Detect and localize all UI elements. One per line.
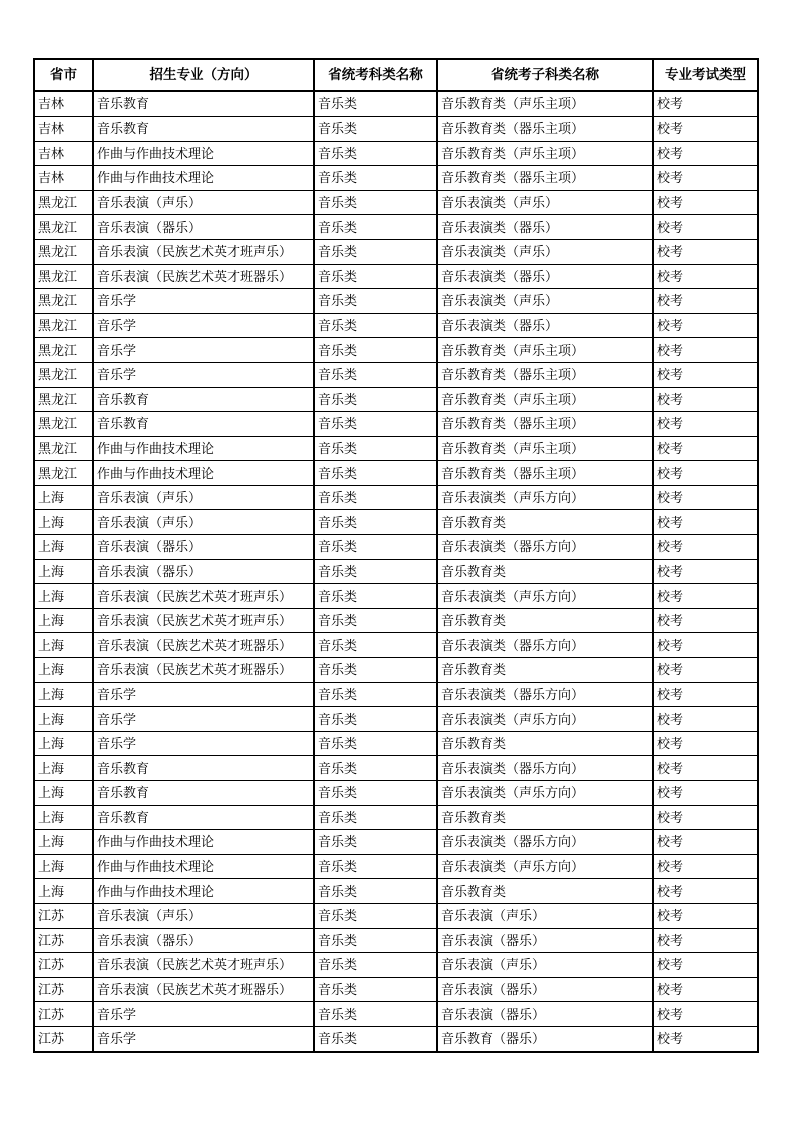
table-row bbox=[34, 387, 758, 412]
cell-exam-category: 音乐类 bbox=[314, 461, 437, 486]
cell-major: 音乐学 bbox=[93, 289, 314, 314]
cell-exam-type: 校考 bbox=[653, 141, 758, 166]
cell-province: 黑龙江 bbox=[34, 289, 93, 314]
table-row bbox=[34, 830, 758, 855]
cell-exam-category: 音乐类 bbox=[314, 830, 437, 855]
cell-province: 黑龙江 bbox=[34, 387, 93, 412]
cell-major: 音乐表演（声乐） bbox=[93, 510, 314, 535]
table-row bbox=[34, 903, 758, 928]
cell-exam-type: 校考 bbox=[653, 977, 758, 1002]
cell-exam-category: 音乐类 bbox=[314, 977, 437, 1002]
cell-province: 上海 bbox=[34, 633, 93, 658]
cell-province: 上海 bbox=[34, 485, 93, 510]
cell-major: 音乐表演（民族艺术英才班器乐） bbox=[93, 658, 314, 683]
cell-exam-subcategory: 音乐教育类（声乐主项） bbox=[437, 141, 653, 166]
table-row bbox=[34, 313, 758, 338]
cell-exam-subcategory: 音乐表演类（声乐方向） bbox=[437, 485, 653, 510]
column-header-exam-subcategory: 省统考子科类名称 bbox=[437, 59, 653, 91]
cell-exam-type: 校考 bbox=[653, 731, 758, 756]
cell-province: 上海 bbox=[34, 805, 93, 830]
table-row bbox=[34, 559, 758, 584]
table-row bbox=[34, 1026, 758, 1052]
cell-province: 上海 bbox=[34, 682, 93, 707]
cell-province: 吉林 bbox=[34, 141, 93, 166]
cell-exam-subcategory: 音乐教育类 bbox=[437, 658, 653, 683]
cell-major: 音乐表演（民族艺术英才班器乐） bbox=[93, 977, 314, 1002]
cell-exam-category: 音乐类 bbox=[314, 510, 437, 535]
cell-province: 江苏 bbox=[34, 977, 93, 1002]
cell-exam-subcategory: 音乐表演类（器乐方向） bbox=[437, 682, 653, 707]
cell-exam-category: 音乐类 bbox=[314, 658, 437, 683]
table-row bbox=[34, 633, 758, 658]
cell-exam-category: 音乐类 bbox=[314, 239, 437, 264]
cell-exam-category: 音乐类 bbox=[314, 879, 437, 904]
column-header-major: 招生专业（方向） bbox=[93, 59, 314, 91]
cell-exam-type: 校考 bbox=[653, 781, 758, 806]
cell-major: 音乐教育 bbox=[93, 412, 314, 437]
cell-exam-type: 校考 bbox=[653, 264, 758, 289]
cell-exam-subcategory: 音乐教育类 bbox=[437, 879, 653, 904]
cell-major: 音乐学 bbox=[93, 707, 314, 732]
cell-province: 上海 bbox=[34, 608, 93, 633]
cell-major: 音乐教育 bbox=[93, 91, 314, 116]
cell-exam-type: 校考 bbox=[653, 1026, 758, 1052]
table-row bbox=[34, 707, 758, 732]
cell-province: 江苏 bbox=[34, 953, 93, 978]
cell-exam-subcategory: 音乐教育类（声乐主项） bbox=[437, 91, 653, 116]
cell-province: 吉林 bbox=[34, 166, 93, 191]
cell-exam-subcategory: 音乐教育类（器乐主项） bbox=[437, 461, 653, 486]
table-row bbox=[34, 362, 758, 387]
cell-exam-type: 校考 bbox=[653, 91, 758, 116]
cell-exam-category: 音乐类 bbox=[314, 289, 437, 314]
cell-exam-type: 校考 bbox=[653, 239, 758, 264]
cell-exam-subcategory: 音乐表演类（声乐方向） bbox=[437, 854, 653, 879]
cell-major: 音乐学 bbox=[93, 1002, 314, 1027]
cell-province: 黑龙江 bbox=[34, 215, 93, 240]
cell-exam-subcategory: 音乐表演类（器乐） bbox=[437, 215, 653, 240]
cell-province: 黑龙江 bbox=[34, 436, 93, 461]
cell-exam-category: 音乐类 bbox=[314, 412, 437, 437]
cell-major: 音乐表演（声乐） bbox=[93, 485, 314, 510]
cell-exam-type: 校考 bbox=[653, 756, 758, 781]
cell-exam-subcategory: 音乐表演类（声乐） bbox=[437, 190, 653, 215]
cell-major: 音乐学 bbox=[93, 313, 314, 338]
cell-exam-type: 校考 bbox=[653, 707, 758, 732]
cell-exam-type: 校考 bbox=[653, 953, 758, 978]
cell-exam-category: 音乐类 bbox=[314, 338, 437, 363]
cell-exam-type: 校考 bbox=[653, 584, 758, 609]
cell-exam-category: 音乐类 bbox=[314, 608, 437, 633]
cell-major: 音乐学 bbox=[93, 362, 314, 387]
cell-exam-type: 校考 bbox=[653, 854, 758, 879]
column-header-exam-type: 专业考试类型 bbox=[653, 59, 758, 91]
cell-major: 音乐学 bbox=[93, 338, 314, 363]
cell-exam-category: 音乐类 bbox=[314, 584, 437, 609]
table-row bbox=[34, 141, 758, 166]
cell-exam-type: 校考 bbox=[653, 436, 758, 461]
cell-exam-category: 音乐类 bbox=[314, 190, 437, 215]
table-row bbox=[34, 608, 758, 633]
cell-exam-subcategory: 音乐教育类（声乐主项） bbox=[437, 436, 653, 461]
cell-exam-subcategory: 音乐表演（声乐） bbox=[437, 953, 653, 978]
cell-province: 上海 bbox=[34, 879, 93, 904]
cell-exam-subcategory: 音乐教育类（器乐主项） bbox=[437, 116, 653, 141]
cell-exam-category: 音乐类 bbox=[314, 313, 437, 338]
cell-exam-subcategory: 音乐教育类 bbox=[437, 805, 653, 830]
cell-exam-subcategory: 音乐表演类（声乐方向） bbox=[437, 781, 653, 806]
cell-province: 黑龙江 bbox=[34, 239, 93, 264]
cell-exam-subcategory: 音乐表演类（器乐） bbox=[437, 313, 653, 338]
cell-exam-subcategory: 音乐表演（器乐） bbox=[437, 928, 653, 953]
table-row bbox=[34, 289, 758, 314]
cell-province: 上海 bbox=[34, 830, 93, 855]
cell-province: 上海 bbox=[34, 731, 93, 756]
cell-exam-category: 音乐类 bbox=[314, 953, 437, 978]
cell-exam-type: 校考 bbox=[653, 608, 758, 633]
cell-exam-subcategory: 音乐表演（器乐） bbox=[437, 1002, 653, 1027]
table-row bbox=[34, 215, 758, 240]
cell-exam-type: 校考 bbox=[653, 362, 758, 387]
table-row bbox=[34, 436, 758, 461]
cell-major: 音乐教育 bbox=[93, 387, 314, 412]
cell-exam-category: 音乐类 bbox=[314, 805, 437, 830]
cell-major: 作曲与作曲技术理论 bbox=[93, 166, 314, 191]
cell-major: 音乐表演（器乐） bbox=[93, 559, 314, 584]
cell-exam-category: 音乐类 bbox=[314, 707, 437, 732]
cell-exam-category: 音乐类 bbox=[314, 781, 437, 806]
column-header-province: 省市 bbox=[34, 59, 93, 91]
cell-exam-category: 音乐类 bbox=[314, 682, 437, 707]
cell-province: 黑龙江 bbox=[34, 412, 93, 437]
cell-province: 吉林 bbox=[34, 91, 93, 116]
cell-exam-type: 校考 bbox=[653, 338, 758, 363]
cell-major: 作曲与作曲技术理论 bbox=[93, 879, 314, 904]
cell-major: 作曲与作曲技术理论 bbox=[93, 141, 314, 166]
cell-exam-type: 校考 bbox=[653, 485, 758, 510]
cell-province: 上海 bbox=[34, 781, 93, 806]
cell-exam-category: 音乐类 bbox=[314, 731, 437, 756]
table-row bbox=[34, 953, 758, 978]
cell-exam-subcategory: 音乐表演（器乐） bbox=[437, 977, 653, 1002]
cell-exam-category: 音乐类 bbox=[314, 436, 437, 461]
cell-major: 音乐表演（器乐） bbox=[93, 928, 314, 953]
table-body bbox=[34, 91, 758, 1052]
cell-province: 黑龙江 bbox=[34, 461, 93, 486]
cell-exam-category: 音乐类 bbox=[314, 854, 437, 879]
cell-exam-subcategory: 音乐教育类（器乐主项） bbox=[437, 166, 653, 191]
table-row bbox=[34, 781, 758, 806]
table-row bbox=[34, 879, 758, 904]
cell-major: 作曲与作曲技术理论 bbox=[93, 436, 314, 461]
cell-major: 音乐学 bbox=[93, 731, 314, 756]
cell-exam-category: 音乐类 bbox=[314, 141, 437, 166]
cell-exam-category: 音乐类 bbox=[314, 928, 437, 953]
cell-exam-subcategory: 音乐表演类（器乐） bbox=[437, 264, 653, 289]
cell-province: 黑龙江 bbox=[34, 190, 93, 215]
cell-major: 音乐教育 bbox=[93, 116, 314, 141]
enrollment-majors-table bbox=[33, 58, 759, 1053]
cell-exam-type: 校考 bbox=[653, 412, 758, 437]
cell-exam-subcategory: 音乐表演类（声乐方向） bbox=[437, 707, 653, 732]
cell-province: 上海 bbox=[34, 707, 93, 732]
cell-exam-subcategory: 音乐表演类（声乐方向） bbox=[437, 584, 653, 609]
cell-province: 黑龙江 bbox=[34, 313, 93, 338]
table-row bbox=[34, 1002, 758, 1027]
cell-province: 江苏 bbox=[34, 1026, 93, 1052]
cell-major: 作曲与作曲技术理论 bbox=[93, 854, 314, 879]
table-row bbox=[34, 658, 758, 683]
table-row bbox=[34, 264, 758, 289]
cell-exam-type: 校考 bbox=[653, 658, 758, 683]
cell-exam-category: 音乐类 bbox=[314, 215, 437, 240]
cell-exam-category: 音乐类 bbox=[314, 756, 437, 781]
cell-exam-type: 校考 bbox=[653, 461, 758, 486]
cell-exam-subcategory: 音乐表演类（器乐方向） bbox=[437, 633, 653, 658]
column-header-exam-category: 省统考科类名称 bbox=[314, 59, 437, 91]
table-row bbox=[34, 412, 758, 437]
cell-exam-type: 校考 bbox=[653, 387, 758, 412]
cell-exam-type: 校考 bbox=[653, 510, 758, 535]
cell-exam-type: 校考 bbox=[653, 166, 758, 191]
table-row bbox=[34, 485, 758, 510]
cell-province: 上海 bbox=[34, 658, 93, 683]
cell-exam-category: 音乐类 bbox=[314, 485, 437, 510]
cell-major: 音乐学 bbox=[93, 1026, 314, 1052]
cell-exam-type: 校考 bbox=[653, 805, 758, 830]
cell-major: 音乐表演（民族艺术英才班声乐） bbox=[93, 239, 314, 264]
cell-major: 作曲与作曲技术理论 bbox=[93, 830, 314, 855]
cell-exam-type: 校考 bbox=[653, 903, 758, 928]
cell-province: 黑龙江 bbox=[34, 338, 93, 363]
cell-exam-category: 音乐类 bbox=[314, 1002, 437, 1027]
cell-exam-type: 校考 bbox=[653, 313, 758, 338]
table-row bbox=[34, 731, 758, 756]
cell-province: 上海 bbox=[34, 510, 93, 535]
cell-province: 江苏 bbox=[34, 1002, 93, 1027]
table-row bbox=[34, 756, 758, 781]
cell-exam-type: 校考 bbox=[653, 928, 758, 953]
cell-exam-subcategory: 音乐教育（器乐） bbox=[437, 1026, 653, 1052]
cell-major: 音乐表演（民族艺术英才班声乐） bbox=[93, 953, 314, 978]
table-row bbox=[34, 190, 758, 215]
cell-exam-subcategory: 音乐教育类 bbox=[437, 559, 653, 584]
cell-province: 上海 bbox=[34, 854, 93, 879]
cell-exam-type: 校考 bbox=[653, 535, 758, 560]
table-row bbox=[34, 977, 758, 1002]
table-row bbox=[34, 239, 758, 264]
table-row bbox=[34, 166, 758, 191]
table-row bbox=[34, 805, 758, 830]
cell-exam-category: 音乐类 bbox=[314, 264, 437, 289]
cell-major: 音乐表演（民族艺术英才班声乐） bbox=[93, 584, 314, 609]
cell-exam-category: 音乐类 bbox=[314, 91, 437, 116]
cell-exam-type: 校考 bbox=[653, 633, 758, 658]
cell-exam-category: 音乐类 bbox=[314, 362, 437, 387]
cell-exam-subcategory: 音乐教育类 bbox=[437, 731, 653, 756]
cell-major: 音乐表演（民族艺术英才班声乐） bbox=[93, 608, 314, 633]
cell-exam-type: 校考 bbox=[653, 116, 758, 141]
cell-major: 音乐教育 bbox=[93, 805, 314, 830]
table-row bbox=[34, 338, 758, 363]
cell-province: 黑龙江 bbox=[34, 264, 93, 289]
table-row bbox=[34, 928, 758, 953]
cell-exam-type: 校考 bbox=[653, 559, 758, 584]
cell-exam-type: 校考 bbox=[653, 215, 758, 240]
cell-exam-subcategory: 音乐教育类（声乐主项） bbox=[437, 387, 653, 412]
cell-exam-type: 校考 bbox=[653, 289, 758, 314]
cell-exam-subcategory: 音乐表演类（器乐方向） bbox=[437, 756, 653, 781]
cell-exam-category: 音乐类 bbox=[314, 903, 437, 928]
cell-exam-type: 校考 bbox=[653, 1002, 758, 1027]
cell-exam-type: 校考 bbox=[653, 830, 758, 855]
cell-exam-subcategory: 音乐教育类 bbox=[437, 608, 653, 633]
cell-exam-subcategory: 音乐表演类（声乐） bbox=[437, 289, 653, 314]
cell-exam-subcategory: 音乐表演类（器乐方向） bbox=[437, 830, 653, 855]
table-row bbox=[34, 116, 758, 141]
cell-exam-category: 音乐类 bbox=[314, 535, 437, 560]
cell-province: 吉林 bbox=[34, 116, 93, 141]
table-row bbox=[34, 91, 758, 116]
cell-major: 音乐表演（器乐） bbox=[93, 215, 314, 240]
cell-exam-type: 校考 bbox=[653, 190, 758, 215]
cell-exam-category: 音乐类 bbox=[314, 166, 437, 191]
cell-exam-subcategory: 音乐表演类（器乐方向） bbox=[437, 535, 653, 560]
table-row bbox=[34, 854, 758, 879]
cell-exam-subcategory: 音乐表演（声乐） bbox=[437, 903, 653, 928]
cell-province: 上海 bbox=[34, 559, 93, 584]
table-row bbox=[34, 682, 758, 707]
cell-major: 音乐表演（器乐） bbox=[93, 535, 314, 560]
table-header-row bbox=[34, 59, 758, 91]
cell-exam-category: 音乐类 bbox=[314, 633, 437, 658]
cell-exam-type: 校考 bbox=[653, 682, 758, 707]
table-row bbox=[34, 584, 758, 609]
cell-exam-category: 音乐类 bbox=[314, 387, 437, 412]
cell-exam-category: 音乐类 bbox=[314, 559, 437, 584]
cell-major: 作曲与作曲技术理论 bbox=[93, 461, 314, 486]
cell-province: 上海 bbox=[34, 756, 93, 781]
cell-exam-subcategory: 音乐教育类（器乐主项） bbox=[437, 362, 653, 387]
cell-major: 音乐学 bbox=[93, 682, 314, 707]
table-row bbox=[34, 535, 758, 560]
cell-exam-category: 音乐类 bbox=[314, 116, 437, 141]
cell-province: 江苏 bbox=[34, 903, 93, 928]
cell-major: 音乐表演（民族艺术英才班器乐） bbox=[93, 633, 314, 658]
cell-province: 黑龙江 bbox=[34, 362, 93, 387]
table-row bbox=[34, 510, 758, 535]
cell-exam-type: 校考 bbox=[653, 879, 758, 904]
cell-exam-subcategory: 音乐教育类（声乐主项） bbox=[437, 338, 653, 363]
cell-exam-subcategory: 音乐教育类 bbox=[437, 510, 653, 535]
cell-major: 音乐表演（民族艺术英才班器乐） bbox=[93, 264, 314, 289]
cell-province: 上海 bbox=[34, 584, 93, 609]
cell-major: 音乐表演（声乐） bbox=[93, 903, 314, 928]
cell-province: 江苏 bbox=[34, 928, 93, 953]
cell-major: 音乐表演（声乐） bbox=[93, 190, 314, 215]
cell-major: 音乐教育 bbox=[93, 756, 314, 781]
cell-major: 音乐教育 bbox=[93, 781, 314, 806]
cell-province: 上海 bbox=[34, 535, 93, 560]
cell-exam-subcategory: 音乐表演类（声乐） bbox=[437, 239, 653, 264]
table-row bbox=[34, 461, 758, 486]
cell-exam-subcategory: 音乐教育类（器乐主项） bbox=[437, 412, 653, 437]
cell-exam-category: 音乐类 bbox=[314, 1026, 437, 1052]
